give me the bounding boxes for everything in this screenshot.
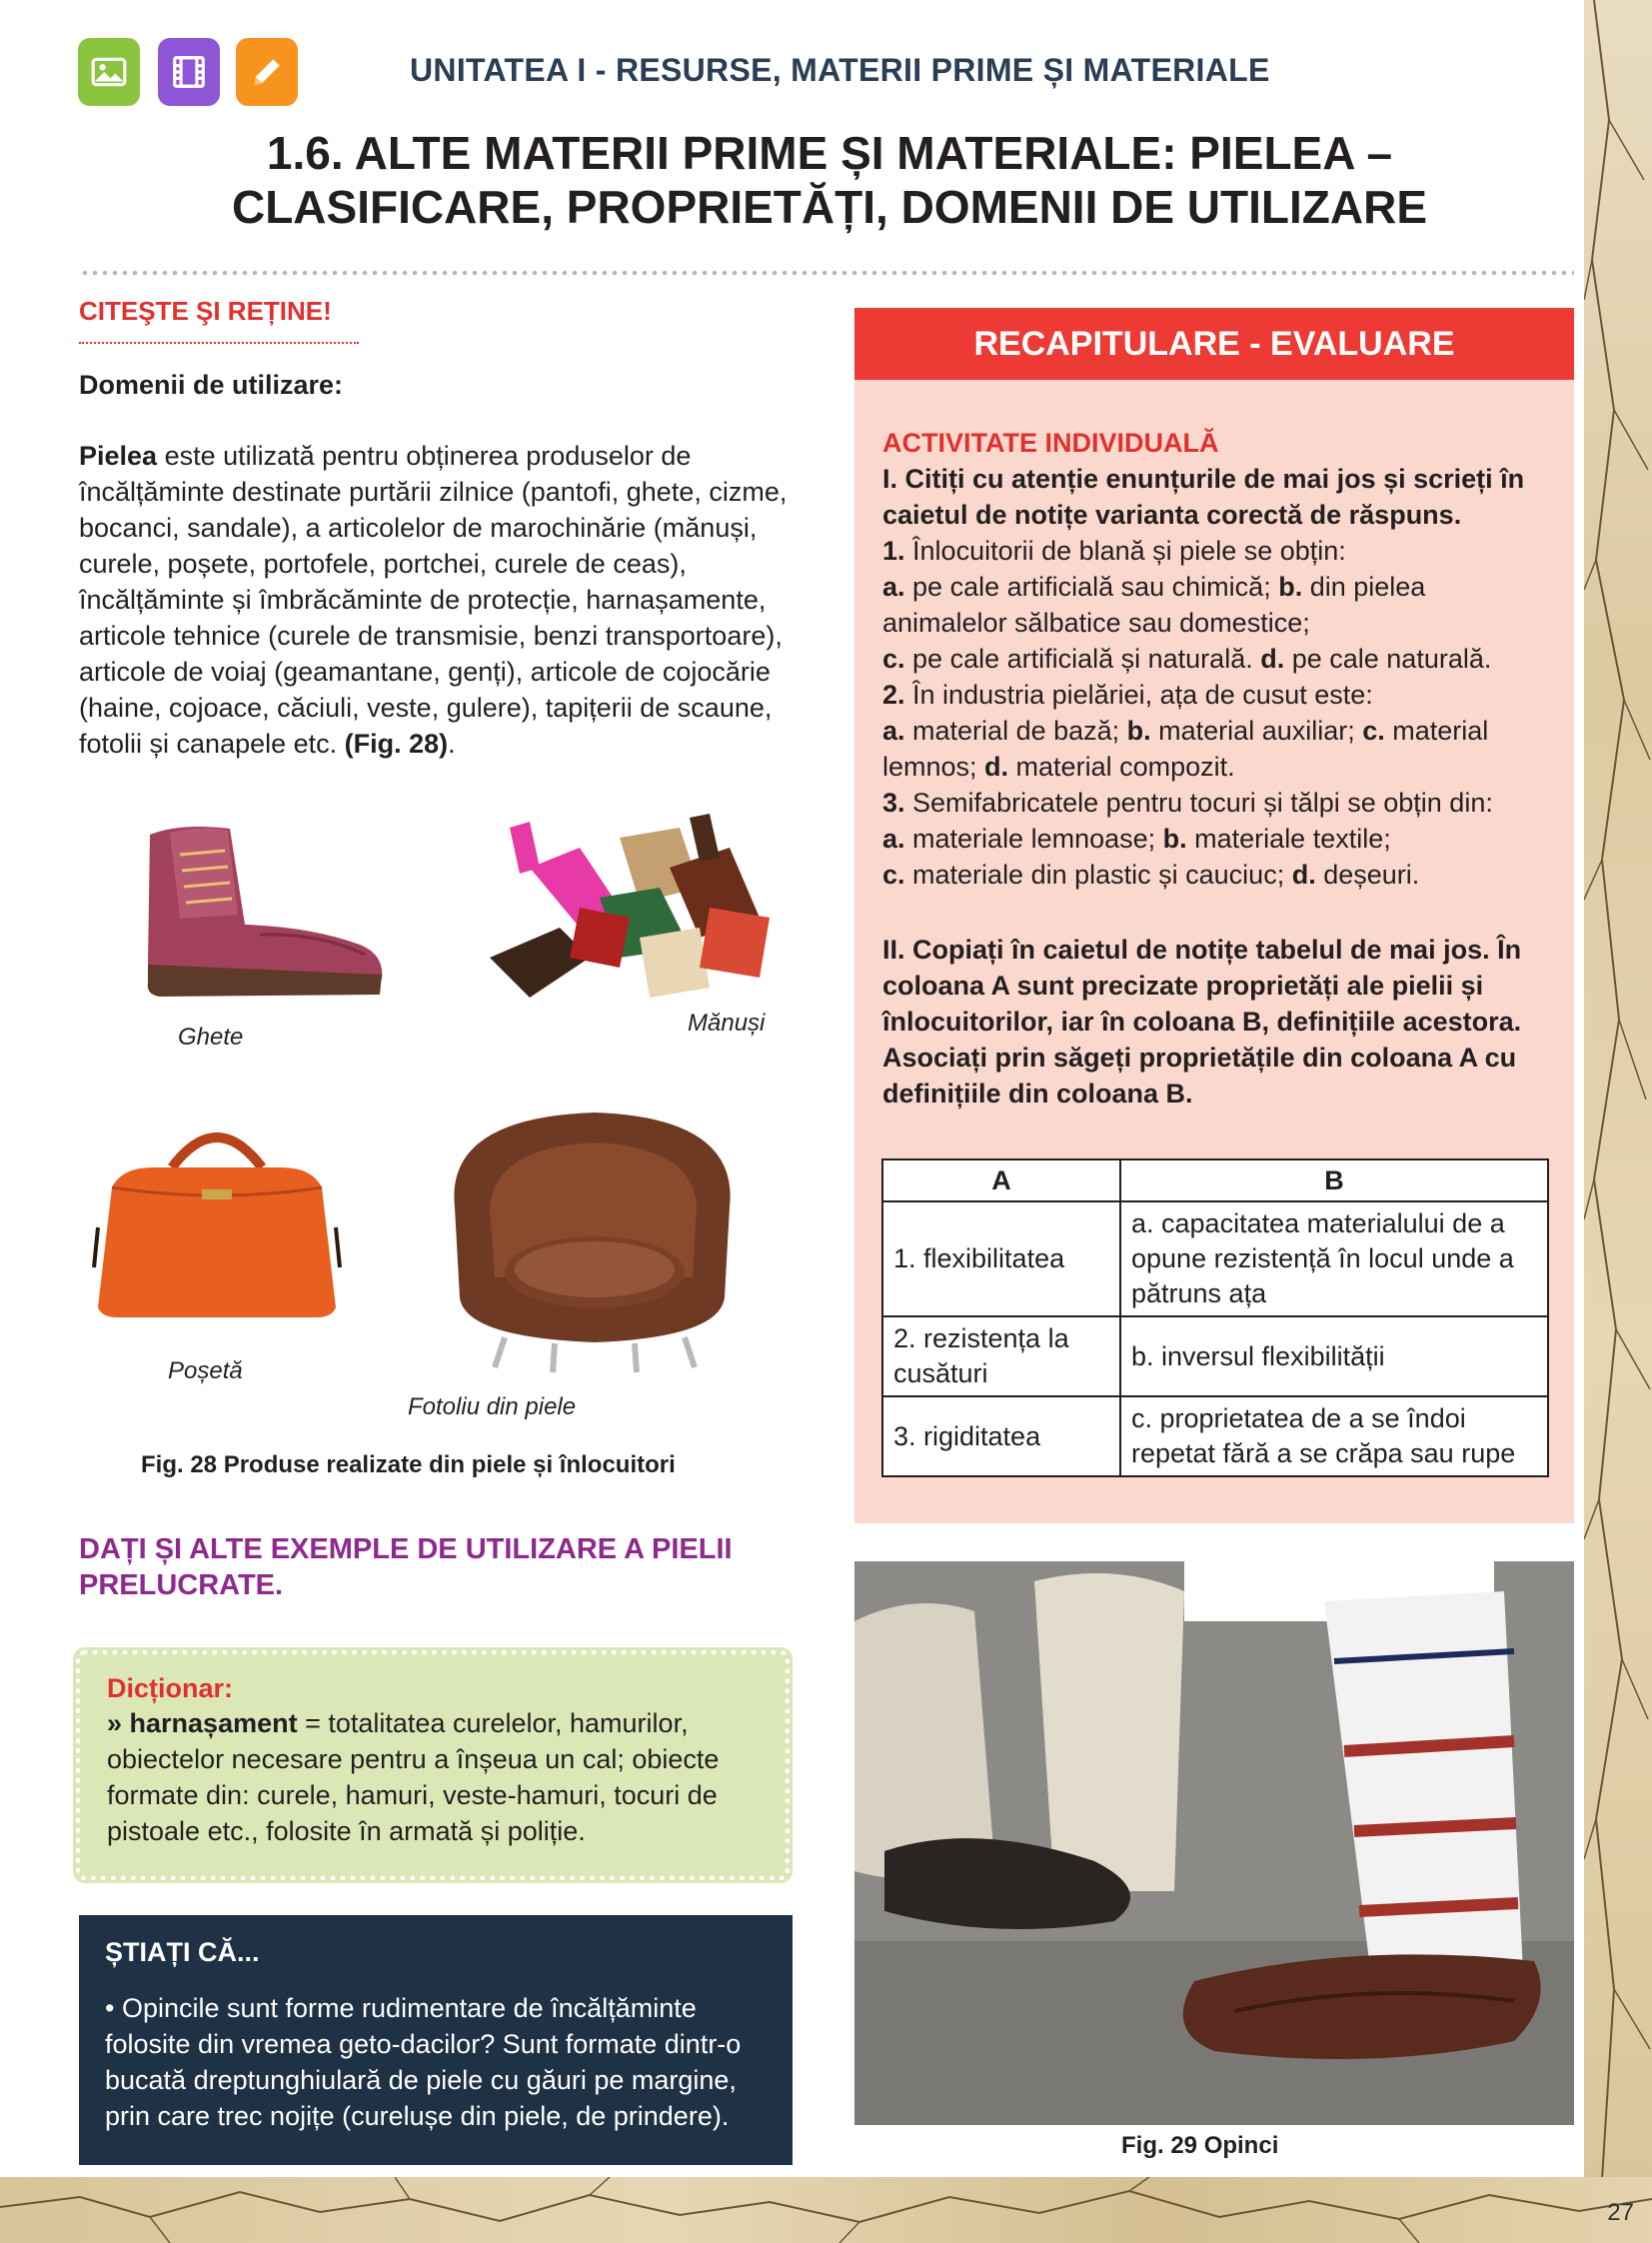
- dictionary-definition: = totalitatea curelelor, hamurilor, obiectelor necesare pentru a înșeua un cal; obiecte formate din: curele, hamuri, veste-hamuri, tocuri de pistoale etc., folosite în armată și poliție.: [107, 1708, 720, 1846]
- option-text: pe cale naturală.: [1284, 644, 1492, 674]
- read-heading-underline: [79, 342, 359, 344]
- dictionary-box: [79, 1653, 787, 1877]
- question-2-number: 2.: [882, 680, 905, 710]
- option-key: d.: [984, 752, 1009, 782]
- dictionary-term-prefix: »: [107, 1708, 130, 1738]
- option-key: c.: [882, 860, 905, 890]
- question-1-number: 1.: [882, 536, 905, 566]
- para-text: este utilizată pentru obținerea produselor de încălțăminte destinate purtării zilnice (pantofi, ghete, cizme, bocanci, sandale), a articolelor de marochinărie (mănuși, curele, poșete, portofele, portchei, curele de ceas), încălțăminte și îmbrăcăminte de protecție, harnașamente, articole tehnice (curele de transmisie, benzi transportoare), articole de voiaj (geamantane, genți), articole de cojocărie (haine, cojoace, căciuli, veste, gulere), tapițerii de scaune, fotolii și canapele etc.: [79, 441, 788, 759]
- fig28-reference: (Fig. 28): [344, 729, 449, 759]
- question-2-text: În industria pielăriei, ața de cusut este:: [904, 680, 1373, 710]
- handbag-image: [92, 1108, 342, 1319]
- activity-section: [882, 425, 1552, 893]
- option-text: din pielea animalelor sălbatice sau domestice;: [882, 572, 1426, 638]
- table-row: [882, 1316, 1548, 1396]
- caption-armchair: Fotoliu din piele: [408, 1393, 577, 1420]
- table-row: [882, 1201, 1548, 1316]
- did-you-know-text: • Opincile sunt forme rudimentare de încălțăminte folosite din vremea geto-dacilor? Sunt formate dintr-o bucată dreptunghiulară de piele cu găuri pe margine, prin care trec nojițe (curelușe din piele, de prindere).: [105, 1993, 742, 2131]
- earth-texture-bottom: [0, 2177, 1652, 2243]
- lesson-title: [160, 126, 1499, 235]
- table-cell-a: 3. rigiditatea: [882, 1396, 1120, 1476]
- unit-title: UNITATEA I - RESURSE, MATERII PRIME ȘI MATERIALE: [410, 52, 1270, 88]
- examples-heading: DAȚI ȘI ALTE EXEMPLE DE UTILIZARE A PIELII PRELUCRATE.: [79, 1533, 733, 1601]
- option-key: c.: [1362, 716, 1385, 746]
- option-text: pe cale artificială și naturală.: [904, 644, 1261, 674]
- option-key: a.: [882, 572, 905, 602]
- pencil-icon[interactable]: [236, 38, 298, 106]
- option-text: deșeuri.: [1315, 860, 1420, 890]
- option-text: materiale textile;: [1186, 824, 1391, 854]
- domains-title: Domenii de utilizare:: [79, 370, 344, 400]
- fig28-caption: Fig. 28 Produse realizate din piele și înlocuitori: [141, 1451, 676, 1478]
- question-1: [882, 533, 1552, 569]
- option-key: d.: [1260, 644, 1285, 674]
- question-3-options: [882, 821, 1552, 857]
- option-key: d.: [1291, 860, 1316, 890]
- image-icon[interactable]: [78, 38, 140, 106]
- usage-paragraph: [79, 438, 838, 762]
- recap-title: RECAPITULARE - EVALUARE: [854, 308, 1574, 380]
- question-1-options-2: [882, 641, 1552, 677]
- table-cell-b: a. capacitatea materialului de a opune rezistență în locul unde a pătruns ața: [1120, 1201, 1548, 1316]
- question-3-number: 3.: [882, 788, 905, 818]
- table-cell-b: c. proprietatea de a se îndoi repetat fără a se crăpa sau rupe: [1120, 1396, 1548, 1476]
- fig29-caption: Fig. 29 Opinci: [1121, 2132, 1279, 2159]
- option-text: material lemnos;: [882, 716, 1489, 782]
- read-and-remember-heading: CITEŞTE ŞI REȚINE!: [79, 296, 332, 326]
- option-key: b.: [1162, 824, 1187, 854]
- opinci-photo: [854, 1561, 1574, 2125]
- instruction-1: [882, 461, 1552, 533]
- question-1-options: [882, 569, 1552, 641]
- lesson-title-line2: CLASIFICARE, PROPRIETĂȚI, DOMENII DE UTILIZARE: [231, 181, 1428, 234]
- activity-title: ACTIVITATE INDIVIDUALĂ: [882, 428, 1219, 458]
- question-3-options-2: [882, 857, 1552, 893]
- table-row: [882, 1396, 1548, 1476]
- option-key: b.: [1278, 572, 1303, 602]
- question-2-options: [882, 713, 1552, 785]
- table-header-row: [882, 1159, 1548, 1201]
- dictionary-term: harnașament: [129, 1708, 298, 1738]
- caption-boots: Ghete: [178, 1024, 244, 1051]
- table-header-a: A: [882, 1159, 1120, 1201]
- option-text: material de bază;: [904, 716, 1127, 746]
- option-text: materiale lemnoase;: [904, 824, 1163, 854]
- matching-table: [881, 1158, 1549, 1477]
- film-icon[interactable]: [158, 38, 220, 106]
- para-bold-start: Pielea: [79, 441, 158, 471]
- table-cell-a: 2. rezistența la cusături: [882, 1316, 1120, 1396]
- question-1-text: Înlocuitorii de blană și piele se obțin:: [904, 536, 1346, 566]
- page-number: 27: [1607, 2199, 1634, 2226]
- lesson-title-line1: 1.6. ALTE MATERII PRIME ȘI MATERIALE: PIELEA –: [266, 127, 1393, 179]
- earth-texture-right: [1584, 0, 1652, 2243]
- option-key: a.: [882, 716, 905, 746]
- armchair-image: [435, 1098, 750, 1377]
- table-cell-a: 1. flexibilitatea: [882, 1201, 1120, 1316]
- option-key: b.: [1126, 716, 1151, 746]
- question-3: [882, 785, 1552, 821]
- option-key: a.: [882, 824, 905, 854]
- option-key: c.: [882, 644, 905, 674]
- table-header-b: B: [1120, 1159, 1548, 1201]
- question-3-text: Semifabricatele pentru tocuri și tălpi se obțin din:: [904, 788, 1493, 818]
- did-you-know-box: [79, 1915, 793, 2165]
- boots-image: [110, 815, 400, 1005]
- gloves-image: [470, 808, 790, 1008]
- caption-handbag: Poșetă: [168, 1357, 243, 1384]
- caption-gloves: Mănuși: [688, 1010, 766, 1037]
- para-end: .: [448, 729, 456, 759]
- option-text: material auxiliar;: [1150, 716, 1363, 746]
- option-text: material compozit.: [1008, 752, 1235, 782]
- table-cell-b: b. inversul flexibilității: [1120, 1316, 1548, 1396]
- option-text: pe cale artificială sau chimică;: [904, 572, 1279, 602]
- did-you-know-title: ȘTIAȚI CĂ...: [105, 1937, 260, 1967]
- instruction-1-text: I. Citiți cu atenție enunțurile de mai jos și scrieți în caietul de notițe varianta corectă de răspuns.: [882, 464, 1525, 530]
- dictionary-title: Dicționar:: [107, 1673, 234, 1703]
- option-text: materiale din plastic și cauciuc;: [904, 860, 1292, 890]
- title-divider: [80, 268, 1574, 278]
- dictionary-entry: [107, 1705, 759, 1849]
- question-2: [882, 677, 1552, 713]
- instruction-2: II. Copiați în caietul de notițe tabelul de mai jos. În coloana A sunt precizate proprietăți ale pielii și înlocuitorilor, iar în coloana B, definițiile acestora. Asociați prin săgeți proprietățile din coloana A cu definițiile din coloana B.: [882, 935, 1522, 1109]
